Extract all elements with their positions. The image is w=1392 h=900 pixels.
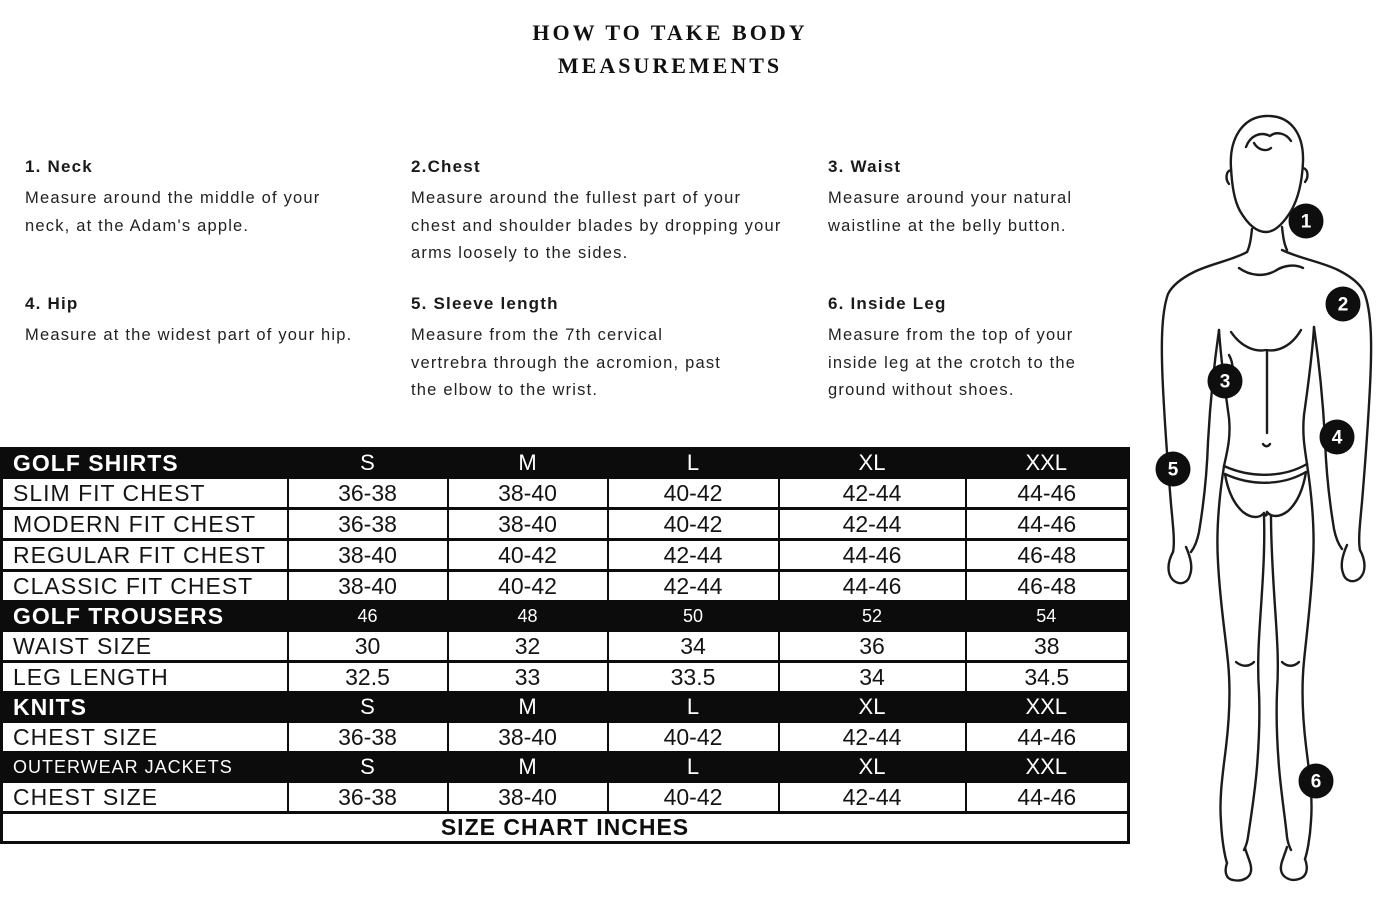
instruction-block-chest (411, 157, 791, 268)
column-header-cell: L (608, 449, 779, 478)
size-value-cell: 42-44 (779, 722, 966, 753)
size-value-cell: 44-46 (779, 571, 966, 602)
column-header-cell: 50 (608, 602, 779, 631)
figure-marker-6 (1299, 764, 1334, 799)
size-value-cell: 44-46 (966, 509, 1129, 540)
row-label: SLIM FIT CHEST (2, 478, 288, 509)
column-header-cell: 54 (966, 602, 1129, 631)
row-label: CLASSIC FIT CHEST (2, 571, 288, 602)
size-value-cell: 44-46 (966, 478, 1129, 509)
page-title-line2: MEASUREMENTS (557, 53, 783, 78)
body-figure-illustration (1130, 100, 1392, 900)
size-value-cell: 36-38 (288, 722, 448, 753)
instruction-heading: 3. Waist (828, 157, 902, 176)
size-value-cell: 36-38 (288, 478, 448, 509)
row-label: WAIST SIZE (2, 631, 288, 662)
figure-ear-right (1303, 168, 1307, 182)
size-value-cell: 38-40 (288, 571, 448, 602)
row-label: REGULAR FIT CHEST (2, 540, 288, 571)
column-header-cell: XL (779, 449, 966, 478)
row-label: CHEST SIZE (2, 722, 288, 753)
row-label: GOLF SHIRTS (2, 449, 288, 478)
marker-number: 3 (1219, 371, 1231, 393)
marker-number: 2 (1337, 294, 1349, 316)
table-row (2, 509, 1129, 540)
size-value-cell: 30 (288, 631, 448, 662)
size-value-cell: 42-44 (779, 509, 966, 540)
row-label: KNITS (2, 693, 288, 722)
size-table (0, 447, 1130, 844)
figure-outline (1162, 116, 1371, 881)
size-value-cell: 38-40 (448, 478, 608, 509)
column-header-cell: M (448, 449, 608, 478)
size-value-cell: 32 (448, 631, 608, 662)
table-section-header-row (2, 602, 1129, 631)
size-value-cell: 38-40 (288, 540, 448, 571)
instruction-body: Measure at the widest part of your hip. (25, 326, 353, 344)
table-section-header-row (2, 753, 1129, 782)
instruction-block-waist (828, 157, 1128, 240)
table-row (2, 571, 1129, 602)
figure-marker-4 (1320, 420, 1355, 455)
instruction-body: Measure around your natural waistline at the belly button. (828, 189, 1073, 235)
column-header-cell: S (288, 449, 448, 478)
table-row (2, 478, 1129, 509)
size-value-cell: 38-40 (448, 722, 608, 753)
size-table-body (2, 449, 1129, 813)
size-value-cell: 38-40 (448, 782, 608, 813)
instruction-heading: 5. Sleeve length (411, 294, 559, 313)
table-row (2, 631, 1129, 662)
figure-marker-2 (1326, 287, 1361, 322)
figure-marker-5 (1156, 452, 1191, 487)
size-value-cell: 44-46 (966, 722, 1129, 753)
column-header-cell: XL (779, 693, 966, 722)
column-header-cell: XXL (966, 753, 1129, 782)
size-value-cell: 46-48 (966, 540, 1129, 571)
instruction-heading: 6. Inside Leg (828, 294, 947, 313)
table-row (2, 662, 1129, 693)
size-value-cell: 32.5 (288, 662, 448, 693)
instruction-block-hip (25, 294, 360, 350)
page-title (0, 16, 1340, 82)
column-header-cell: L (608, 693, 779, 722)
instruction-heading: 4. Hip (25, 294, 79, 313)
page-title-line1: HOW TO TAKE BODY (532, 20, 808, 45)
row-label: GOLF TROUSERS (2, 602, 288, 631)
size-value-cell: 44-46 (779, 540, 966, 571)
size-value-cell: 38 (966, 631, 1129, 662)
column-header-cell: XL (779, 753, 966, 782)
size-value-cell: 40-42 (608, 722, 779, 753)
table-footer-row (2, 813, 1129, 843)
size-value-cell: 40-42 (448, 571, 608, 602)
column-header-cell: M (448, 753, 608, 782)
instruction-body: Measure from the 7th cervical vertrebra through the acromion, past the elbow to the wrist. (411, 326, 722, 399)
size-value-cell: 42-44 (779, 478, 966, 509)
instruction-heading: 2.Chest (411, 157, 481, 176)
column-header-cell: S (288, 753, 448, 782)
instruction-body: Measure from the top of your inside leg at the crotch to the ground without shoes. (828, 326, 1077, 399)
figure-marker-1 (1289, 204, 1324, 239)
table-section-header-row (2, 693, 1129, 722)
size-value-cell: 36-38 (288, 782, 448, 813)
body-figure-svg (1130, 100, 1392, 900)
row-label: CHEST SIZE (2, 782, 288, 813)
column-header-cell: 52 (779, 602, 966, 631)
marker-number: 4 (1331, 427, 1343, 449)
table-row (2, 540, 1129, 571)
row-label: LEG LENGTH (2, 662, 288, 693)
instruction-block-neck (25, 157, 360, 240)
size-value-cell: 33 (448, 662, 608, 693)
size-value-cell: 34 (779, 662, 966, 693)
table-section-header-row (2, 449, 1129, 478)
table-row (2, 782, 1129, 813)
size-value-cell: 44-46 (966, 782, 1129, 813)
size-value-cell: 34.5 (966, 662, 1129, 693)
instruction-heading: 1. Neck (25, 157, 93, 176)
column-header-cell: L (608, 753, 779, 782)
row-label: OUTERWEAR JACKETS (2, 753, 288, 782)
instruction-block-sleeve (411, 294, 731, 405)
size-value-cell: 38-40 (448, 509, 608, 540)
size-value-cell: 40-42 (608, 478, 779, 509)
size-value-cell: 42-44 (608, 540, 779, 571)
figure-marker-3 (1208, 364, 1243, 399)
size-value-cell: 40-42 (608, 782, 779, 813)
column-header-cell: 48 (448, 602, 608, 631)
column-header-cell: S (288, 693, 448, 722)
table-row (2, 722, 1129, 753)
marker-number: 1 (1300, 211, 1312, 233)
size-value-cell: 36 (779, 631, 966, 662)
column-header-cell: 46 (288, 602, 448, 631)
size-value-cell: 42-44 (779, 782, 966, 813)
instruction-body: Measure around the middle of your neck, at the Adam's apple. (25, 189, 321, 235)
column-header-cell: XXL (966, 693, 1129, 722)
size-chart-units-label: SIZE CHART INCHES (2, 813, 1129, 843)
size-value-cell: 40-42 (608, 509, 779, 540)
instruction-block-inside-leg (828, 294, 1124, 405)
column-header-cell: XXL (966, 449, 1129, 478)
size-value-cell: 34 (608, 631, 779, 662)
size-value-cell: 33.5 (608, 662, 779, 693)
marker-number: 6 (1310, 771, 1322, 793)
instruction-body: Measure around the fullest part of your chest and shoulder blades by dropping your arms loosely to the sides. (411, 189, 782, 262)
column-header-cell: M (448, 693, 608, 722)
row-label: MODERN FIT CHEST (2, 509, 288, 540)
size-value-cell: 36-38 (288, 509, 448, 540)
size-value-cell: 42-44 (608, 571, 779, 602)
size-value-cell: 46-48 (966, 571, 1129, 602)
size-value-cell: 40-42 (448, 540, 608, 571)
marker-number: 5 (1167, 459, 1179, 481)
